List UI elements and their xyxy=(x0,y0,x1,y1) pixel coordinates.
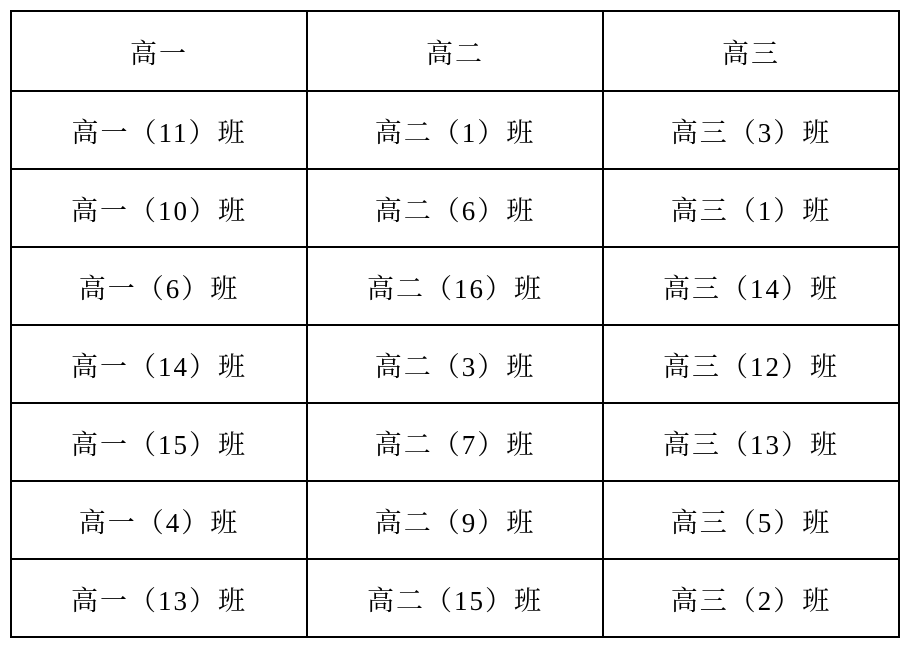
table-cell: 高三（2）班 xyxy=(603,559,899,637)
grade-class-table xyxy=(10,10,900,638)
table-cell: 高一（4）班 xyxy=(11,481,307,559)
table-cell: 高三（13）班 xyxy=(603,403,899,481)
table-cell: 高二（16）班 xyxy=(307,247,603,325)
table-header-row xyxy=(11,11,899,91)
table-row xyxy=(11,247,899,325)
table-cell: 高二（3）班 xyxy=(307,325,603,403)
table-row xyxy=(11,325,899,403)
table-row xyxy=(11,91,899,169)
table-cell: 高三（14）班 xyxy=(603,247,899,325)
table-row xyxy=(11,403,899,481)
table-row xyxy=(11,559,899,637)
table-cell: 高二（6）班 xyxy=(307,169,603,247)
table-cell: 高一（14）班 xyxy=(11,325,307,403)
table-cell: 高一（10）班 xyxy=(11,169,307,247)
column-header-grade-1: 高一 xyxy=(11,11,307,91)
table-cell: 高三（1）班 xyxy=(603,169,899,247)
table-cell: 高一（15）班 xyxy=(11,403,307,481)
table-cell: 高二（15）班 xyxy=(307,559,603,637)
table-cell: 高二（7）班 xyxy=(307,403,603,481)
table-cell: 高三（12）班 xyxy=(603,325,899,403)
table-cell: 高二（1）班 xyxy=(307,91,603,169)
table-row xyxy=(11,481,899,559)
column-header-grade-2: 高二 xyxy=(307,11,603,91)
table-cell: 高一（11）班 xyxy=(11,91,307,169)
table-cell: 高二（9）班 xyxy=(307,481,603,559)
table-row xyxy=(11,169,899,247)
table-cell: 高三（5）班 xyxy=(603,481,899,559)
table-cell: 高一（13）班 xyxy=(11,559,307,637)
column-header-grade-3: 高三 xyxy=(603,11,899,91)
table-cell: 高三（3）班 xyxy=(603,91,899,169)
table-cell: 高一（6）班 xyxy=(11,247,307,325)
